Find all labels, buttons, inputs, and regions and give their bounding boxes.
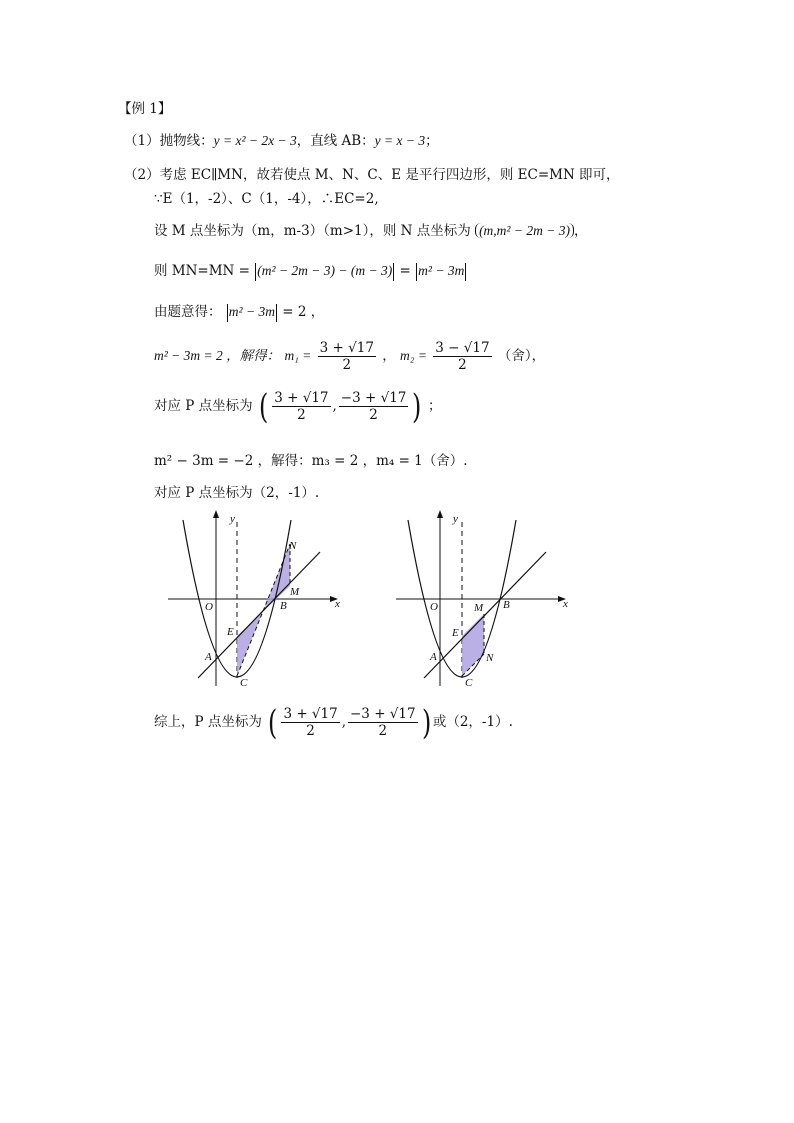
conclusion-x-denominator: 2 bbox=[306, 723, 315, 739]
m-coordinate-text: 设 M 点坐标为（m，m-3）（m>1），则 N 点坐标为 bbox=[154, 223, 471, 239]
part2-line2: ∵E（1，-2）、C（1，-4），∴EC=2, bbox=[154, 191, 379, 207]
m2-label: m₂ = bbox=[400, 348, 427, 363]
mn-text: 则 MN=MN = bbox=[154, 263, 250, 279]
separator: ， bbox=[296, 133, 311, 149]
part2-line8: m² − 3m = −2 ，解得：m₃ = 2 ，m₄ = 1（舍）. bbox=[154, 453, 468, 469]
label-b: B bbox=[503, 599, 510, 611]
label-a: A bbox=[430, 651, 437, 663]
conclusion-text: 综上，P 点坐标为 bbox=[154, 714, 262, 730]
part2-number: （2） bbox=[124, 167, 160, 183]
p-y-denominator: 2 bbox=[369, 407, 378, 423]
figure-right bbox=[390, 508, 575, 688]
equation-1: m² − 3m = 2 ，解得： bbox=[154, 348, 281, 363]
label-e: E bbox=[227, 626, 234, 638]
label-n: N bbox=[289, 540, 297, 552]
m2-numerator: 3 − √17 bbox=[435, 340, 490, 356]
label-x: x bbox=[563, 598, 568, 610]
conclusion-line: 综上，P 点坐标为 ( $\frac{3 + √17}{2}$ , $\frac{-3 + √17}{2}$ ) 或（2，-1）. bbox=[154, 702, 513, 743]
mn-simplified: m² − 3m bbox=[418, 263, 465, 278]
parabola-equation: y = x² − 2x − 3 bbox=[213, 133, 297, 148]
part2-line3 bbox=[154, 222, 587, 240]
label-x: x bbox=[335, 598, 340, 610]
m1-denominator: 2 bbox=[342, 357, 352, 373]
line-label: 直线 AB： bbox=[310, 133, 375, 149]
part2-line7: 对应 P 点坐标为 ( $\frac{3 + √17}{2}$ , $\frac{-3 + √17}{2}$ ) ； bbox=[154, 386, 442, 427]
label-y: y bbox=[230, 513, 235, 525]
part2-line6 bbox=[154, 338, 545, 374]
p-x-numerator: 3 + √17 bbox=[274, 390, 329, 406]
equals: = bbox=[399, 263, 411, 279]
example-heading: 【例 1】 bbox=[118, 101, 172, 117]
line-equation: y = x − 3 bbox=[374, 133, 426, 148]
m1-fraction bbox=[318, 340, 376, 373]
m2-denominator: 2 bbox=[458, 357, 467, 373]
m1-numerator: 3 + √17 bbox=[319, 340, 374, 356]
part2-text1: 考虑 EC∥MN，故若使点 M、N、C、E 是平行四边形，则 EC=MN 即可， bbox=[159, 167, 620, 183]
p-y-numerator: −3 + √17 bbox=[340, 390, 407, 406]
conclusion-x-numerator: 3 + √17 bbox=[283, 706, 338, 722]
p-x-fraction bbox=[272, 390, 330, 423]
n-coordinate-expr: (m,m² − 2m − 3) bbox=[475, 223, 574, 238]
part1-line bbox=[124, 132, 439, 150]
terminator: ； bbox=[425, 133, 439, 149]
label-e: E bbox=[452, 627, 459, 639]
condition-text: 由题意得： bbox=[154, 304, 222, 320]
conclusion-y-numerator: −3 + √17 bbox=[350, 706, 416, 722]
line-ab bbox=[424, 552, 546, 678]
label-a: A bbox=[205, 651, 212, 663]
shaded-parallelogram bbox=[462, 614, 484, 676]
condition-abs-expr: m² − 3m bbox=[228, 304, 275, 319]
part2-line9: 对应 P 点坐标为（2，-1）. bbox=[154, 485, 320, 501]
condition-value: = 2 ， bbox=[282, 304, 325, 320]
p-y-fraction bbox=[339, 390, 409, 423]
rejected-note: （舍）， bbox=[497, 348, 546, 364]
part2-line5 bbox=[154, 303, 324, 322]
separator: ， bbox=[382, 348, 396, 364]
y-axis-arrow bbox=[437, 510, 443, 518]
separator: ， bbox=[573, 223, 588, 239]
label-y: y bbox=[453, 513, 458, 525]
label-m: M bbox=[474, 602, 484, 614]
m1-label: m₁ = bbox=[284, 348, 312, 363]
label-c: C bbox=[240, 677, 248, 688]
figure-left bbox=[160, 508, 345, 688]
label-o: O bbox=[205, 601, 213, 613]
conclusion-end: 或（2，-1）. bbox=[432, 714, 513, 730]
label-c: C bbox=[465, 677, 473, 688]
part2-line4 bbox=[154, 262, 467, 281]
m2-fraction bbox=[433, 340, 491, 373]
part1-number: （1） bbox=[124, 133, 160, 149]
parabola-label: 抛物线： bbox=[159, 133, 214, 149]
terminator: ； bbox=[427, 398, 442, 414]
conclusion-x-fraction bbox=[281, 706, 339, 739]
mn-abs-expr: (m² − 2m − 3) − (m − 3) bbox=[257, 263, 393, 278]
conclusion-y-fraction bbox=[348, 706, 418, 739]
p-x-denominator: 2 bbox=[297, 407, 306, 423]
p-coordinate-text: 对应 P 点坐标为 bbox=[154, 398, 253, 414]
y-axis-arrow bbox=[213, 510, 219, 518]
label-m: M bbox=[290, 586, 300, 598]
label-b: B bbox=[280, 600, 287, 612]
label-o: O bbox=[430, 601, 438, 613]
part2-line1 bbox=[124, 166, 620, 184]
conclusion-y-denominator: 2 bbox=[378, 723, 388, 739]
label-n: N bbox=[486, 652, 494, 664]
